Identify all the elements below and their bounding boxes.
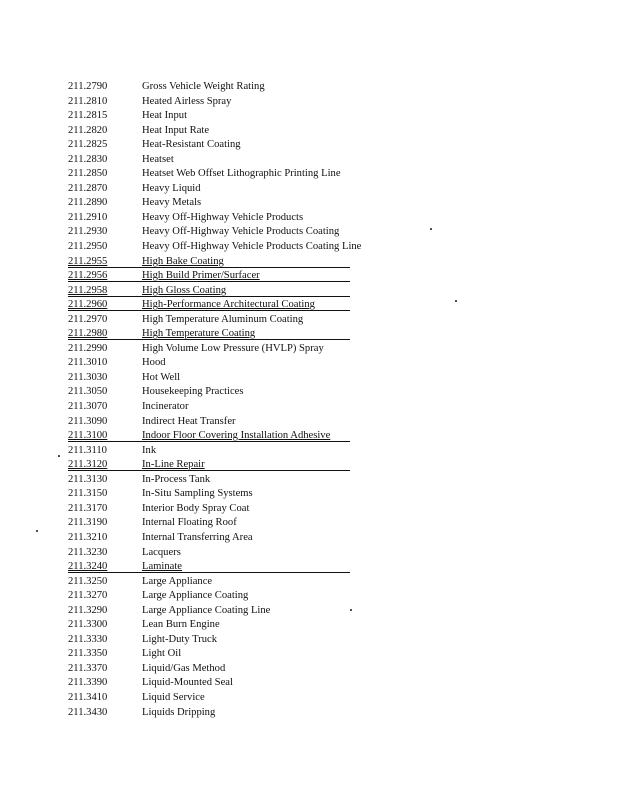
- defined-term: Heat-Resistant Coating: [142, 139, 241, 151]
- section-number: 211.3330: [68, 633, 108, 645]
- defined-term: In-Line Repair: [142, 459, 205, 471]
- defined-term: Liquid Service: [142, 691, 205, 703]
- section-number: 211.3240: [68, 561, 108, 573]
- section-number: 211.2958: [68, 284, 108, 296]
- section-number: 211.2930: [68, 226, 108, 238]
- defined-term: Large Appliance Coating Line: [142, 604, 271, 616]
- defined-term: Light-Duty Truck: [142, 633, 218, 645]
- section-number: 211.3130: [68, 473, 108, 485]
- section-number: 211.3210: [68, 531, 108, 543]
- scan-speck: [58, 455, 60, 457]
- defined-term: Gross Vehicle Weight Rating: [142, 81, 265, 92]
- defined-term: High Temperature Aluminum Coating: [142, 313, 304, 325]
- section-number: 211.2825: [68, 139, 108, 151]
- section-number: 211.3090: [68, 415, 108, 427]
- section-number: 211.3370: [68, 662, 108, 674]
- defined-term: Heavy Off-Highway Vehicle Products Coating Line: [142, 241, 362, 253]
- defined-term: Heated Airless Spray: [142, 95, 232, 107]
- defined-term: Large Appliance Coating: [142, 590, 249, 602]
- defined-term: High Temperature Coating: [142, 328, 256, 340]
- defined-term: Liquid-Mounted Seal: [142, 677, 233, 689]
- section-number: 211.3230: [68, 546, 108, 558]
- defined-term: Heat Input: [142, 110, 188, 122]
- section-number: 211.3300: [68, 619, 108, 631]
- defined-term: Interior Body Spray Coat: [142, 502, 250, 514]
- defined-term: Indirect Heat Transfer: [142, 415, 236, 427]
- defined-term: Internal Transferring Area: [142, 531, 253, 543]
- defined-term: In-Situ Sampling Systems: [142, 488, 253, 500]
- section-number: 211.3190: [68, 517, 108, 529]
- defined-term: High Gloss Coating: [142, 284, 227, 296]
- section-number: 211.3430: [68, 706, 108, 718]
- defined-term: Liquid/Gas Method: [142, 662, 226, 674]
- section-number: 211.2970: [68, 313, 108, 325]
- section-number: 211.2810: [68, 95, 108, 107]
- section-number: 211.2850: [68, 168, 108, 180]
- defined-term: Laminate: [142, 561, 183, 573]
- section-number: 211.3390: [68, 677, 108, 689]
- defined-term: Heavy Metals: [142, 197, 202, 209]
- defined-term: Heat Input Rate: [142, 124, 210, 136]
- defined-term: Heavy Liquid: [142, 182, 201, 194]
- section-number: 211.3110: [68, 444, 107, 456]
- defined-term: Light Oil: [142, 648, 182, 660]
- section-number: 211.3120: [68, 459, 108, 471]
- defined-term: Housekeeping Practices: [142, 386, 244, 398]
- section-number: 211.2956: [68, 270, 108, 282]
- defined-term: Heatset: [142, 153, 174, 165]
- defined-term: In-Process Tank: [142, 473, 211, 485]
- defined-term: Hood: [142, 357, 166, 369]
- section-number: 211.3010: [68, 357, 108, 369]
- defined-term: Lacquers: [142, 546, 181, 558]
- scan-speck: [430, 228, 432, 230]
- defined-term: Heavy Off-Highway Vehicle Products Coating: [142, 226, 340, 238]
- defined-term: Lean Burn Engine: [142, 619, 220, 631]
- defined-term: Indoor Floor Covering Installation Adhesive: [142, 430, 331, 442]
- section-number: 211.3100: [68, 430, 108, 442]
- defined-term: Heavy Off-Highway Vehicle Products: [142, 211, 304, 223]
- scan-speck: [455, 300, 457, 302]
- section-number: 211.2820: [68, 124, 108, 136]
- section-number: 211.2830: [68, 153, 108, 165]
- section-number: 211.3350: [68, 648, 108, 660]
- section-number: 211.2910: [68, 211, 108, 223]
- section-number: 211.3030: [68, 371, 108, 383]
- defined-term: Incinerator: [142, 401, 189, 413]
- section-number: 211.2955: [68, 255, 108, 267]
- defined-term: Ink: [142, 444, 157, 456]
- defined-term: Internal Floating Roof: [142, 517, 237, 529]
- section-number: 211.2870: [68, 182, 108, 194]
- defined-term: Heatset Web Offset Lithographic Printing Line: [142, 168, 341, 180]
- section-number: 211.2980: [68, 328, 108, 340]
- section-number: 211.2990: [68, 342, 108, 354]
- section-number: 211.2950: [68, 241, 108, 253]
- section-number: 211.3070: [68, 401, 108, 413]
- scan-speck: [36, 530, 38, 532]
- section-number: 211.2960: [68, 299, 108, 311]
- defined-term: Liquids Dripping: [142, 706, 216, 718]
- defined-term: Hot Well: [142, 371, 181, 383]
- section-number: 211.3150: [68, 488, 108, 500]
- scan-speck: [350, 609, 352, 611]
- defined-term: High-Performance Architectural Coating: [142, 299, 315, 311]
- section-number: 211.3170: [68, 502, 108, 514]
- defined-term: High Bake Coating: [142, 255, 224, 267]
- section-number: 211.3290: [68, 604, 108, 616]
- section-number: 211.2890: [68, 197, 108, 209]
- section-number: 211.2790: [68, 81, 108, 92]
- defined-term: Large Appliance: [142, 575, 213, 587]
- section-number: 211.3250: [68, 575, 108, 587]
- section-number: 211.3050: [68, 386, 108, 398]
- defined-term: High Build Primer/Surfacer: [142, 270, 260, 282]
- defined-term: High Volume Low Pressure (HVLP) Spray: [142, 342, 324, 354]
- section-number: 211.3410: [68, 691, 108, 703]
- section-number: 211.3270: [68, 590, 108, 602]
- section-number: 211.2815: [68, 110, 108, 122]
